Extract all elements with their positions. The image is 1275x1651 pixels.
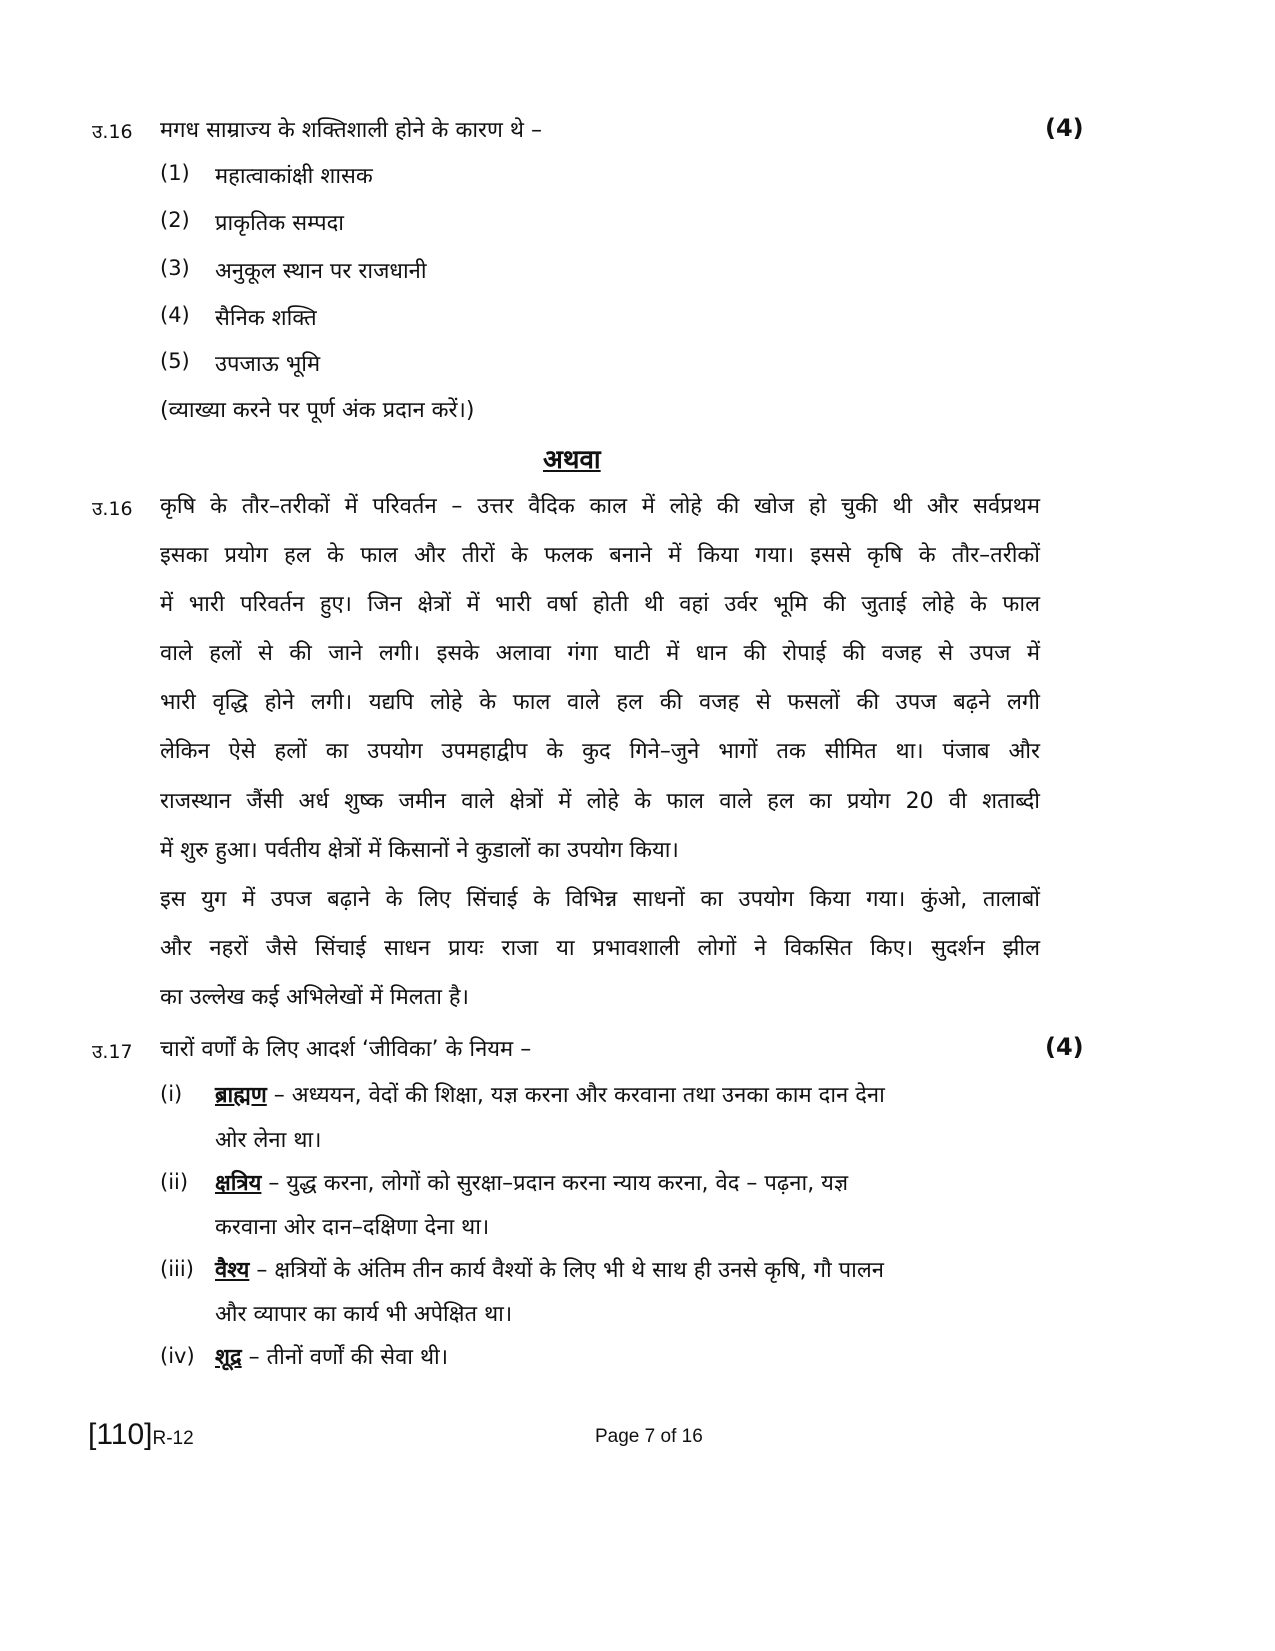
- q16-item-num: (3): [160, 256, 190, 280]
- q17-item-continuation: करवाना ओर दान–दक्षिणा देना था।: [215, 1215, 490, 1240]
- q16-title: मगध साम्राज्य के शक्तिशाली होने के कारण थे –: [160, 118, 542, 143]
- q17-item-line: [215, 1079, 885, 1109]
- varna-term: ब्राह्मण: [215, 1083, 267, 1108]
- paragraph-line: राजस्थान जैंसी अर्ध शुष्क जमीन वाले क्षेत्रों में लोहे के फाल वाले हल का प्रयोग 20 वी शताब्दी: [160, 789, 1040, 814]
- q17-item-line: [215, 1167, 848, 1197]
- varna-duty: – क्षत्रियों के अंतिम तीन कार्य वैश्यों के लिए भी थे साथ ही उनसे कृषि, गौ पालन: [249, 1258, 884, 1283]
- q16-item-num: (1): [160, 161, 190, 185]
- paragraph-line: इसका प्रयोग हल के फाल और तीरों के फलक बनाने में किया गया। इससे कृषि के तौर–तरीकों: [160, 543, 1040, 568]
- paper-code-suffix: R-12: [152, 1428, 194, 1449]
- varna-duty: – युद्ध करना, लोगों को सुरक्षा–प्रदान करना न्याय करना, वेद – पढ़ना, यज्ञ: [261, 1171, 849, 1196]
- q16-note: (व्याख्या करने पर पूर्ण अंक प्रदान करें।): [160, 398, 475, 423]
- q17-item-line: [215, 1341, 448, 1371]
- q17-item-continuation: और व्यापार का कार्य भी अपेक्षित था।: [215, 1302, 513, 1327]
- q16-item-text: सैनिक शक्ति: [215, 306, 317, 331]
- q16-item-text: अनुकूल स्थान पर राजधानी: [215, 259, 427, 284]
- q16-marks: (4): [1045, 114, 1084, 142]
- q16-item-num: (5): [160, 349, 190, 373]
- varna-term: क्षत्रिय: [215, 1171, 262, 1196]
- q16-item-num: (2): [160, 208, 190, 232]
- paper-code-number: [110]: [88, 1418, 153, 1451]
- varna-duty: – तीनों वर्णों की सेवा थी।: [241, 1345, 449, 1370]
- q16-item-num: (4): [160, 303, 190, 327]
- q17-item-line: [215, 1254, 884, 1284]
- page-number: Page 7 of 16: [595, 1426, 703, 1447]
- q17-item-continuation: ओर लेना था।: [215, 1128, 322, 1153]
- q17-item-num: (ii): [160, 1170, 189, 1194]
- q16-item-text: उपजाऊ भूमि: [215, 352, 321, 377]
- varna-duty: – अध्ययन, वेदों की शिक्षा, यज्ञ करना और करवाना तथा उनका काम दान देना: [266, 1083, 885, 1108]
- q17-marks: (4): [1045, 1033, 1084, 1061]
- q17-item-num: (iii): [160, 1257, 194, 1281]
- q17-number: उ.17: [92, 1041, 133, 1063]
- varna-term: शूद्र: [215, 1345, 242, 1370]
- paragraph-line: इस युग में उपज बढ़ाने के लिए सिंचाई के विभिन्न साधनों का उपयोग किया गया। कुंओ, तालाबों: [160, 887, 1040, 912]
- paragraph-line: में भारी परिवर्तन हुए। जिन क्षेत्रों में भारी वर्षा होती थी वहां उर्वर भूमि की जुताई लोहे के फाल: [160, 592, 1040, 617]
- paragraph-line: वाले हलों से की जाने लगी। इसके अलावा गंगा घाटी में धान की रोपाई की वजह से उपज में: [160, 641, 1040, 666]
- q17-item-num: (i): [160, 1082, 183, 1106]
- paper-code: [88, 1418, 194, 1452]
- paragraph-line: भारी वृद्धि होने लगी। यद्यपि लोहे के फाल वाले हल की वजह से फसलों की उपज बढ़ने लगी: [160, 690, 1040, 715]
- or-heading: अथवा: [543, 445, 601, 475]
- varna-term: वैश्य: [215, 1258, 250, 1283]
- paragraph-line: लेकिन ऐसे हलों का उपयोग उपमहाद्वीप के कुद गिने–जुने भागों तक सीमित था। पंजाब और: [160, 739, 1040, 764]
- q16-item-text: महात्वाकांक्षी शासक: [215, 164, 373, 189]
- paragraph-line: कृषि के तौर–तरीकों में परिवर्तन – उत्तर वैदिक काल में लोहे की खोज हो चुकी थी और सर्वप्रथम: [160, 494, 1040, 519]
- paragraph-line: का उल्लेख कई अभिलेखों में मिलता है।: [160, 985, 469, 1010]
- q17-title: चारों वर्णों के लिए आदर्श ‘जीविका’ के नियम –: [160, 1037, 532, 1062]
- paragraph-line: और नहरों जैसे सिंचाई साधन प्रायः राजा या प्रभावशाली लोगों ने विकसित किए। सुदर्शन झील: [160, 936, 1040, 961]
- q16-item-text: प्राकृतिक सम्पदा: [215, 211, 345, 236]
- q16-number: उ.16: [92, 121, 133, 143]
- q17-item-num: (iv): [160, 1344, 195, 1368]
- paragraph-line: में शुरु हुआ। पर्वतीय क्षेत्रों में किसानों ने कुडालों का उपयोग किया।: [160, 838, 679, 863]
- q16-alt-number: उ.16: [92, 498, 133, 520]
